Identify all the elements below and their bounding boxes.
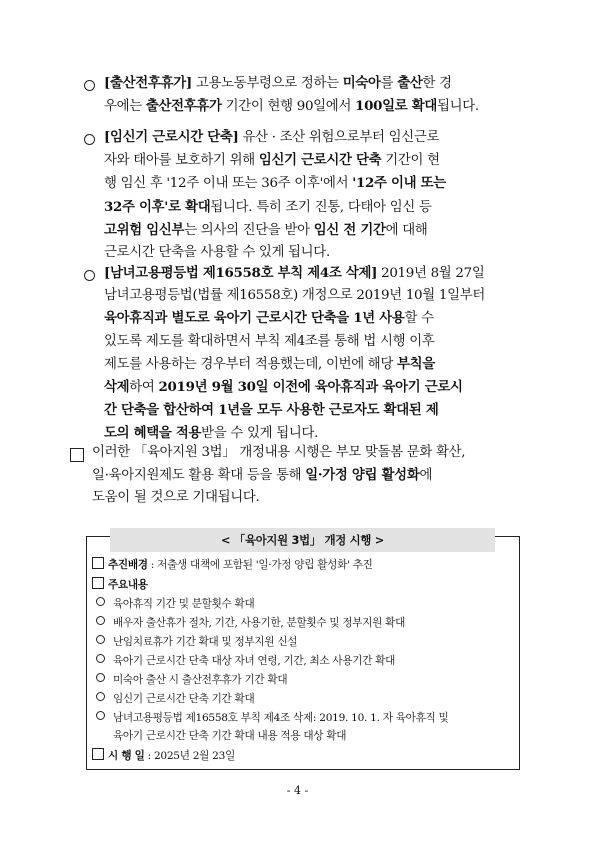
info-box-title: < 「육아지원 3법」 개정 시행 > — [110, 528, 495, 552]
background-label: 추진배경 — [108, 559, 148, 571]
square-bullet-icon — [70, 448, 90, 463]
bold-text: [출산전후휴가] — [104, 75, 192, 91]
list-item: 남녀고용평등법 제16558호 부칙 제4조 삭제: 2019. 10. 1. 자 육아휴직 및 — [96, 709, 448, 727]
text-run: 일·육아지원제도 활용 확대 등을 통해 — [92, 468, 306, 484]
background-row — [92, 556, 373, 574]
text-run: 됩니다. — [437, 99, 479, 115]
bold-text: 임신기 근로시간 단축 — [258, 152, 382, 169]
text-run: 이러한 「육아지원 3법」 개정내용 시행은 부모 맞돌봄 문화 확산, — [92, 445, 466, 460]
bold-text: 부칙을 — [397, 355, 435, 372]
text-run: 있도록 제도를 확대하면서 부칙 제4조를 통해 법 시행 이후 — [104, 333, 435, 349]
square-bullet-icon — [92, 577, 104, 589]
text-run: 근로시간 단축을 사용할 수 있게 됩니다. — [104, 245, 330, 261]
circle-bullet-icon — [96, 711, 105, 720]
text-run: 우에는 — [104, 99, 146, 115]
bold-text: 32주 이후'로 확대 — [104, 198, 211, 215]
list-item: 미숙아 출산 시 출산전후휴가 기간 확대 — [96, 671, 287, 689]
text-run: 받을 수 있게 됩니다. — [201, 426, 319, 442]
text-run: 를 — [380, 76, 398, 91]
bold-text: 간 단축을 합산하여 1년을 모두 사용한 근로자도 확대된 제 — [104, 402, 439, 419]
list-item-continuation: 육아기 근로시간 단축 기간 확대 내용 적용 대상 확대 — [113, 730, 347, 742]
text-line — [92, 442, 516, 464]
bold-text: 고위험 임신부 — [104, 221, 185, 238]
bold-text: '12주 이내 또는 — [352, 175, 446, 192]
text-line — [104, 95, 516, 118]
bold-text: 출산 — [397, 75, 423, 91]
circle-bullet-icon — [96, 597, 105, 606]
bold-text: 도의 혜택을 적용 — [104, 425, 202, 442]
date-row — [92, 747, 235, 765]
square-bullet-icon — [92, 557, 104, 569]
bold-text: 육아휴직과 별도로 육아기 근로시간 단축을 1년 사용 — [104, 310, 405, 327]
text-line — [104, 72, 516, 95]
bold-text: 100일로 확대 — [355, 98, 438, 115]
text-line — [104, 399, 516, 422]
text-run: 기간이 현행 90일에서 — [221, 99, 356, 115]
text-run: 됩니다. 특히 조기 진통, 다태아 임신 등 — [210, 199, 432, 215]
text-run: 하여 — [129, 380, 159, 396]
text-run: 에 대해 — [385, 222, 428, 238]
text-line — [104, 242, 516, 264]
bold-text: 출산전후휴가 — [145, 98, 222, 115]
text-run: 자와 태아를 보호하기 위해 — [104, 153, 259, 169]
bold-text: 일·가정 양립 활성화 — [305, 467, 420, 484]
list-item: 난임치료휴가 기간 확대 및 정부지원 신설 — [96, 633, 297, 651]
text-line — [104, 331, 516, 353]
bold-text: 삭제 — [104, 379, 130, 396]
date-label: 시 행 일 — [108, 750, 145, 762]
section-pregnancy-hours — [104, 126, 516, 264]
text-run: 할 수 — [404, 311, 434, 327]
circle-bullet-icon — [84, 80, 103, 95]
bold-text: 임신 전 기간 — [313, 221, 386, 238]
text-line — [104, 307, 516, 330]
text-line — [104, 172, 516, 195]
circle-bullet-icon — [96, 673, 105, 682]
text-line — [104, 126, 516, 149]
bold-text: [남녀고용평등법 제16558호 부칙 제4조 삭제] — [104, 265, 378, 281]
text-run: 남녀고용평등법(법률 제16558호) 개정으로 2019년 10월 1일부터 — [104, 288, 485, 304]
text-run: 2019년 8월 27일 — [377, 266, 485, 281]
square-bullet-icon — [92, 748, 104, 760]
bold-text: 미숙아 — [342, 75, 381, 91]
circle-bullet-icon — [84, 270, 103, 285]
bold-text: [임신기 근로시간 단축] — [104, 129, 239, 145]
text-run: 기간이 현 — [381, 153, 440, 169]
list-item: 임신기 근로시간 단축 기간 확대 — [96, 690, 254, 708]
text-line — [104, 262, 516, 285]
text-run: 에 — [419, 468, 433, 484]
text-run: 행 임신 후 '12주 이내 또는 36주 이후'에서 — [104, 176, 353, 192]
content-label: 주요내용 — [108, 579, 148, 591]
text-line — [104, 196, 516, 219]
text-line — [104, 285, 516, 307]
text-line — [104, 353, 516, 376]
list-item: 육아휴직 기간 및 분할횟수 확대 — [96, 595, 254, 613]
circle-bullet-icon — [96, 616, 105, 625]
text-line — [92, 487, 516, 509]
text-run: 제도를 사용하는 경우부터 적용했는데, 이번에 해당 — [104, 356, 398, 372]
text-line — [104, 376, 516, 399]
content-label-row — [92, 576, 148, 594]
background-text: : 저출생 대책에 포함된 '일·가정 양립 활성화' 추진 — [147, 559, 373, 571]
date-text: : 2025년 2월 23일 — [144, 750, 235, 762]
text-line — [104, 219, 516, 242]
text-run: 유산 · 조산 위험으로부터 임신근로 — [238, 130, 440, 145]
circle-bullet-icon — [96, 654, 105, 663]
circle-bullet-icon — [84, 134, 103, 149]
text-line — [104, 149, 516, 172]
list-item: 배우자 출산휴가 절차, 기간, 사용기한, 분할횟수 및 정부지원 확대 — [96, 614, 405, 632]
circle-bullet-icon — [96, 635, 105, 644]
page-number: - 4 - — [286, 784, 309, 797]
list-item: 육아기 근로시간 단축 대상 자녀 연령, 기간, 최소 사용기간 확대 — [96, 652, 395, 670]
bold-text: 2019년 9월 30일 이전에 육아휴직과 육아기 근로시 — [158, 379, 463, 396]
section-supplementary-provision — [104, 262, 516, 446]
summary-paragraph — [92, 442, 516, 510]
text-run: 고용노동부령으로 정하는 — [191, 76, 343, 91]
text-line — [92, 464, 516, 487]
text-run: 도움이 될 것으로 기대됩니다. — [92, 490, 260, 506]
text-run: 는 의사의 진단을 받아 — [184, 222, 314, 238]
circle-bullet-icon — [96, 692, 105, 701]
section-maternity-leave — [104, 72, 516, 118]
text-run: 한 경 — [422, 76, 452, 91]
